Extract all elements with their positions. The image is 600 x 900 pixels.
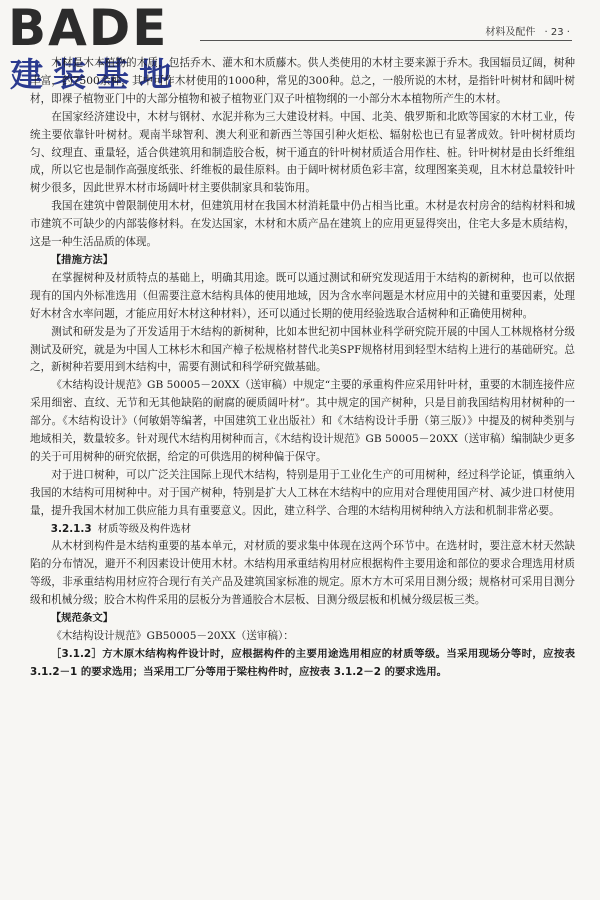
paragraph-wood-in-construction: 在国家经济建设中，木材与钢材、水泥并称为三大建设材料。中国、北美、俄罗斯和北欧等国家的木材工业，传统主要依靠针叶树材。观南半球智利、澳大利亚和新西兰等国引种火炬松、辐射松也已有显著成效。针叶树材质均匀、纹理直、重量轻，适合供建筑用和制造胶合板，树干通直的针叶树材质适合用作柱、桩。针叶树材是由长纤维组成，所以它也是制作高强度纸张、纤维板的最佳原料。由于阔叶树材质色彩丰富，纹理图案美观，且木材总量较针叶树少很多，因此世界木材市场阔叶材主要供制家具和装饰用。 — [30, 110, 575, 195]
logo-wordmark: BADE — [8, 0, 169, 57]
header-divider — [200, 40, 572, 41]
code-clause-3-1-2: ［3.1.2］方木原木结构构件设计时，应根据构件的主要用途选用相应的材质等级。当采用现场分等时，应按表 3.1.2－1 的要求选用；当采用工厂分等用于梁柱构件时，应按表 3.1.2－2 的要求选用。 — [30, 647, 575, 678]
page-number: · 23 · — [544, 27, 570, 38]
paragraph-design-code: 《木结构设计规范》GB 50005－20XX（送审稿）中规定“主要的承重构件应采用针叶材，重要的木制连接件应采用细密、直纹、无节和无其他缺陷的耐腐的硬质阔叶材”。其中规定的国产树种，只是目前我国结构用材树种的一部分。《木结构设计》（何敏娟等编著，中国建筑工业出版社）和《木结构设计手册（第三版）》中提及的树种类别与地域相关，数量较多。针对现代木结构用树种而言，《木结构设计规范》GB 50005－20XX（送审稿）编制缺少更多的关于可用树种的研究依据，给定的可供选用的树种偏于保守。 — [30, 379, 575, 463]
paragraph-material-grade: 从木材到构件是木结构重要的基本单元，对材质的要求集中体现在这两个环节中。在选材时，要注意木材天然缺陷的分布情况，避开不利因素设计使用木材。木结构用承重结构用材应根据构件主要用途和部位的要求合理选用材质等级，非承重结构用材应符合现行有关产品及建筑国家标准的规定。原木方木可采用目测分级；规格材可采用目测分级和机械分级；胶合木构件采用的层板分为普通胶合木层板、目测分级层板和机械分级层板三类。 — [30, 540, 575, 607]
chapter-title: 材料及配件 — [485, 27, 536, 38]
logo-subtitle: 建装基地 — [10, 55, 182, 94]
running-header — [479, 23, 570, 38]
measures-heading: 【措施方法】 — [50, 253, 114, 266]
code-clause-heading: 【规范条文】 — [50, 612, 114, 625]
section-title: 材质等级及构件选材 — [97, 522, 192, 535]
paragraph-species-selection: 在掌握树种及材质特点的基础上，明确其用途。既可以通过测试和研究发现适用于木结构的新树种，也可以依据现有的国内外标准选用（但需要注意木结构具体的使用地域，因为含水率问题是木材应用中的关键和重要因素，处理好木材含水率问题，才能应用好木材这种材料），还可以通过长期的使用经验选取合适树种和正确使用树种。 — [30, 271, 575, 320]
paragraph-imported-species: 对于进口树种，可以广泛关注国际上现代木结构，特别是用于工业化生产的可用树种，经过科学论证，慎重纳入我国的木结构可用树种中。对于国产树种，特别是扩大人工林在木结构中的应用对合理使用国产材、减少进口材使用量，提升我国木材加工供应能力具有重要意义。因此，建立科学、合理的木结构用树种纳入方法和机制非常必要。 — [30, 468, 575, 517]
paragraph-wood-definition: 木材是木本植物的木质，包括乔木、灌木和木质藤木。供人类使用的木材主要来源于乔木。我国辐员辽阔，树种丰富，约7500余种，其中可作木材使用的1000种，常见的300种。总之，一般所说的木材，是指针叶树材和阔叶树材，即裸子植物亚门中的大部分植物和被子植物亚门双子叶植物纲的一小部分木本植物所产生的木材。 — [30, 57, 575, 105]
paragraph-wood-usage-china: 我国在建筑中曾限制使用木材，但建筑用材在我国木材消耗量中仍占相当比重。木材是农村房舍的结构材料和城市建筑不可缺少的内部装修材料。在发达国家，木材和木质产品在建筑上的应用更显得突出，住宅大多是木质结构，这是一种生活品质的体现。 — [30, 200, 575, 249]
paragraph-testing-research: 测试和研发是为了开发适用于木结构的新树种，比如本世纪初中国林业科学研究院开展的中国人工林规格材分级测试及研究，就是为中国人工林杉木和国产樟子松规格材替代北美SPF规格材用到轻型木结构上进行的基础研究。总之，新树种若要用到木结构中，需要有测试和科学研究做基础。 — [30, 325, 575, 374]
paragraph-code-reference: 《木结构设计规范》GB50005－20XX（送审稿）： — [51, 630, 294, 642]
page-body — [30, 55, 575, 682]
section-heading — [30, 521, 575, 539]
section-number: 3.2.1.3 — [50, 522, 92, 535]
